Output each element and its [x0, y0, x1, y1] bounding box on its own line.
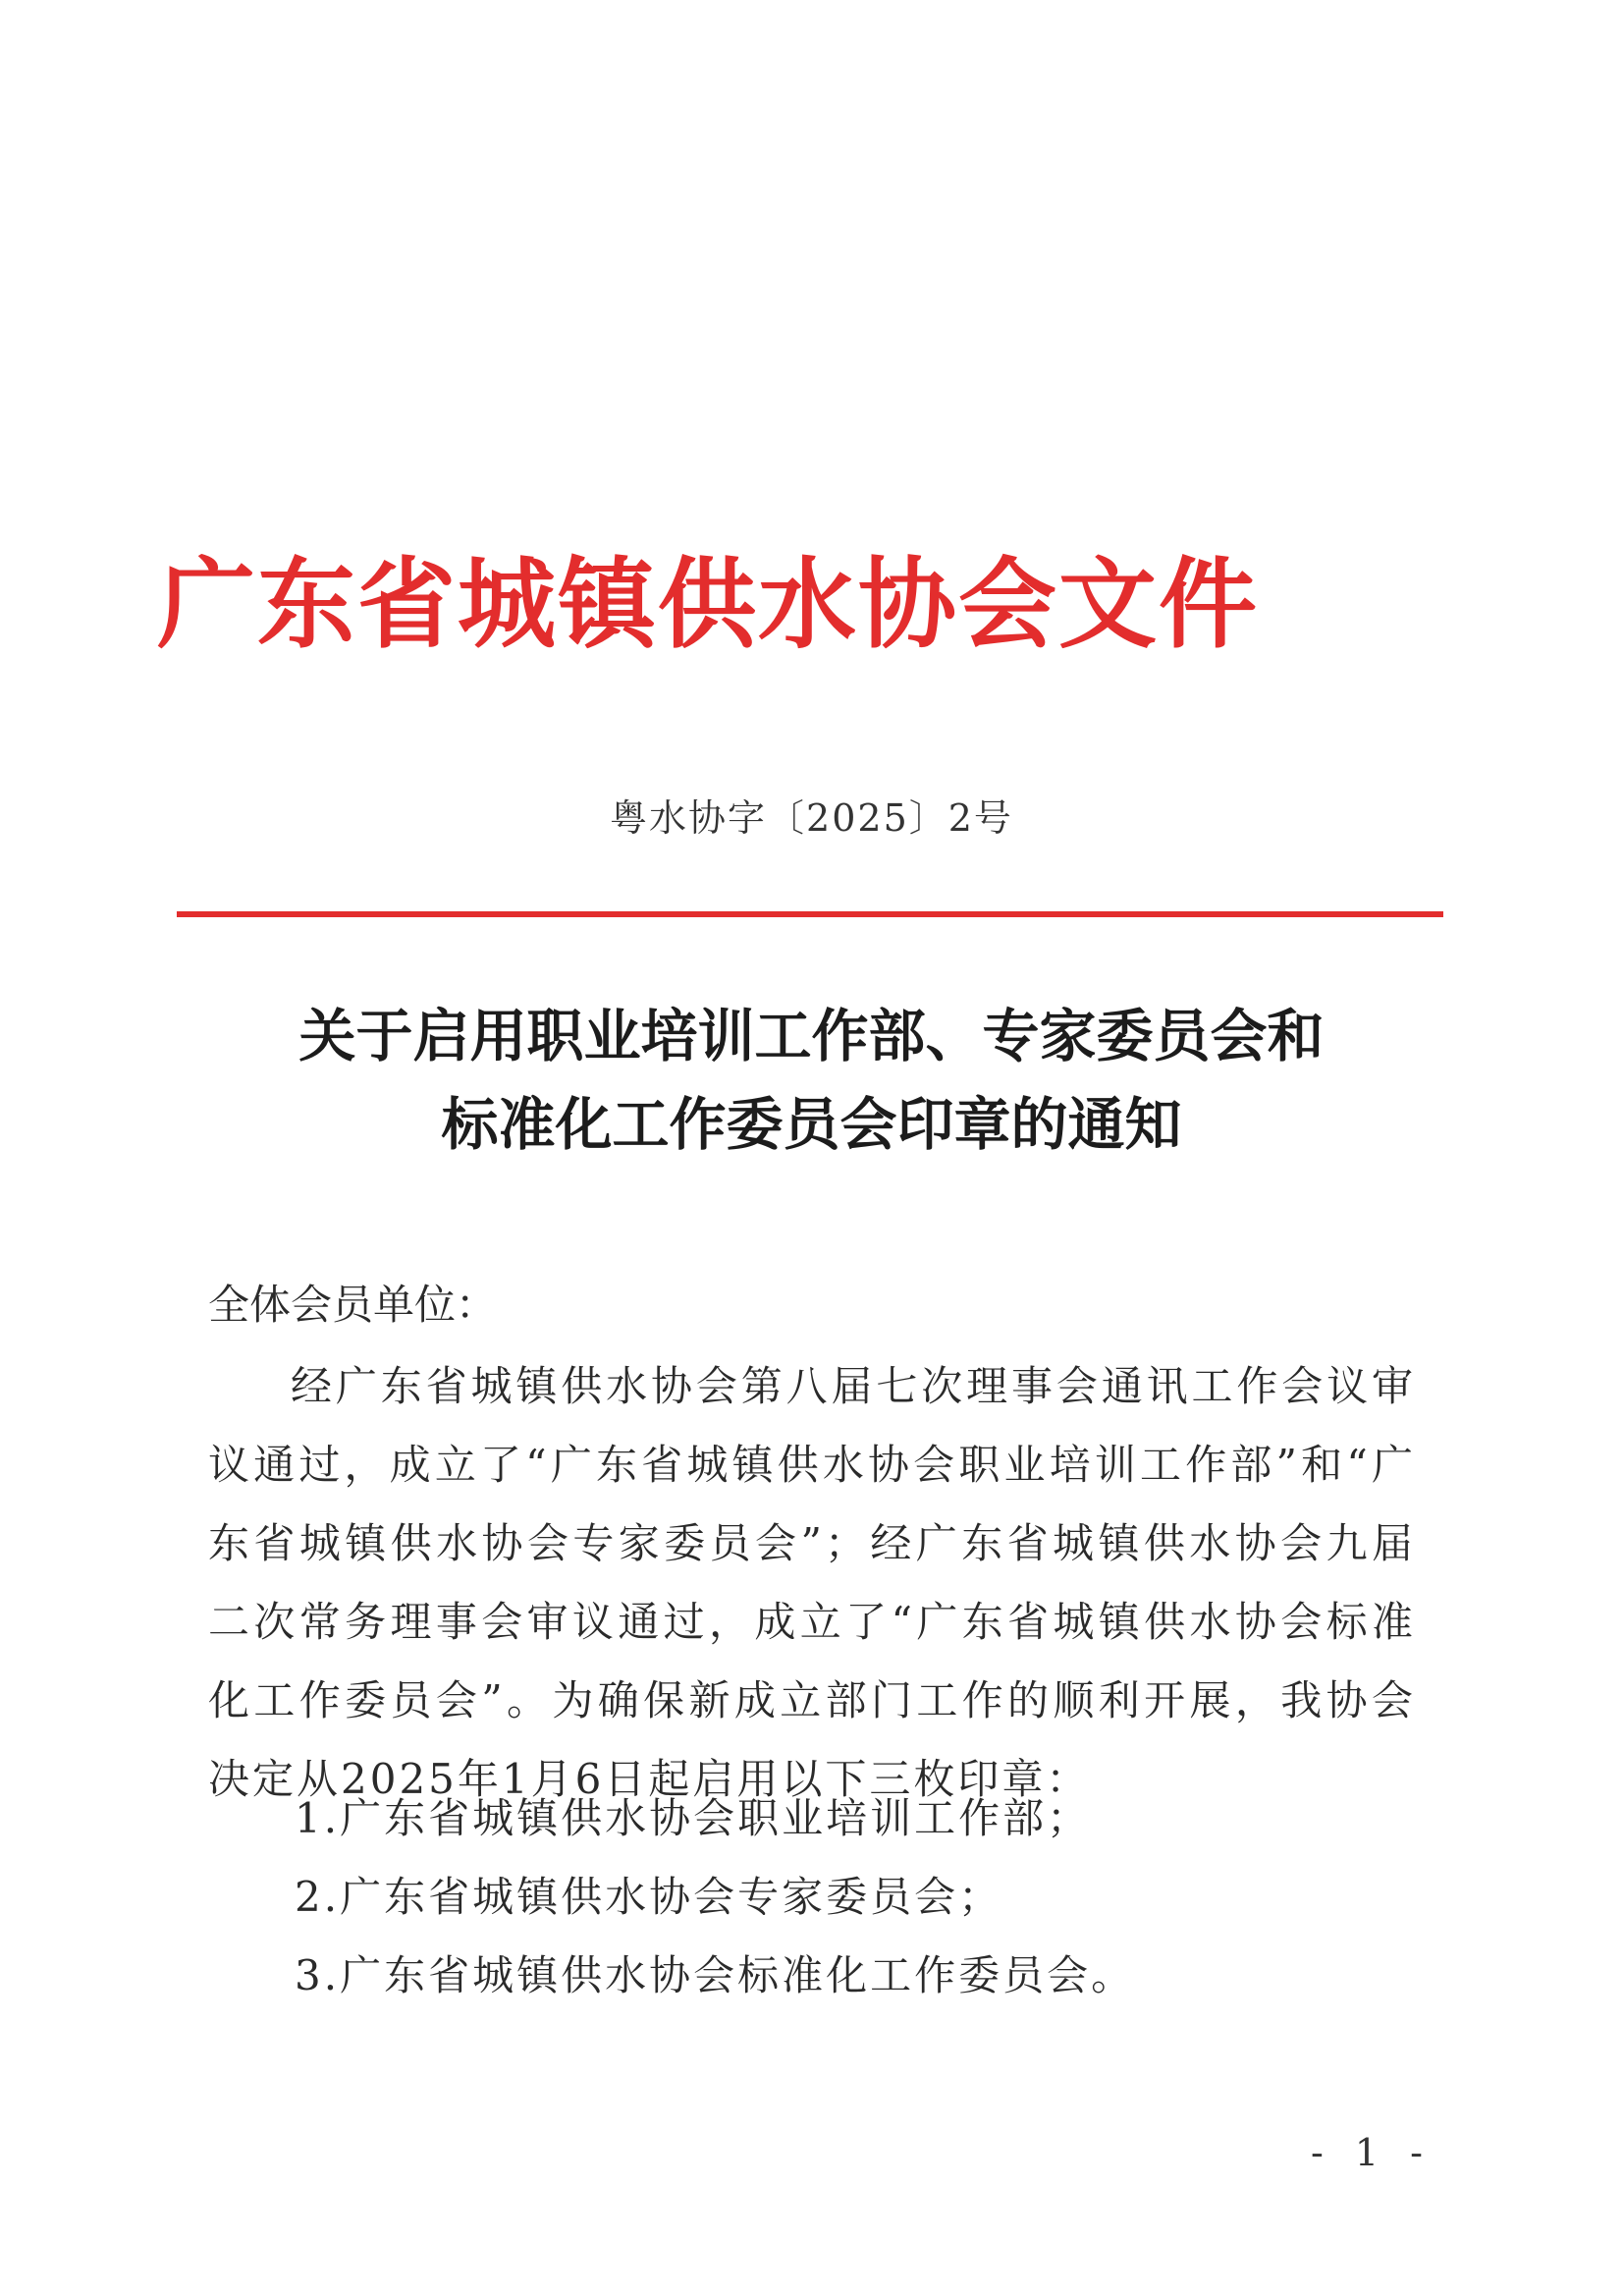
masthead-title: 广东省城镇供水协会文件 — [157, 546, 1259, 662]
list-item: 3.广东省城镇供水协会标准化工作委员会。 — [295, 1951, 1136, 1999]
paragraph-line: 化工作委员会”。为确保新成立部门工作的顺利开展，我协会 — [208, 1676, 1416, 1724]
paragraph-line: 议通过，成立了“广东省城镇供水协会职业培训工作部”和“广 — [208, 1441, 1416, 1489]
paragraph-line: 东省城镇供水协会专家委员会”；经广东省城镇供水协会九届 — [208, 1519, 1416, 1567]
body-paragraph — [208, 1347, 1416, 1819]
paragraph-line: 决定从2025年1月6日起启用以下三枚印章： — [208, 1755, 1091, 1803]
page-number: - 1 - — [1311, 2131, 1434, 2174]
list-item: 2.广东省城镇供水协会专家委员会； — [295, 1873, 1003, 1921]
document-number: 粤水协字〔2025〕2号 — [610, 796, 1013, 840]
salutation: 全体会员单位： — [208, 1281, 498, 1329]
paragraph-line: 二次常务理事会审议通过，成立了“广东省城镇供水协会标准 — [208, 1598, 1416, 1646]
seal-list — [295, 1779, 1135, 2015]
paragraph-line: 经广东省城镇供水协会第八届七次理事会通讯工作会议审 — [291, 1362, 1416, 1410]
notice-title-line-2: 标准化工作委员会印章的通知 — [441, 1091, 1182, 1158]
red-divider-line — [177, 911, 1443, 917]
notice-title — [0, 992, 1623, 1169]
list-item: 1.广东省城镇供水协会职业培训工作部； — [295, 1794, 1092, 1842]
notice-title-line-1: 关于启用职业培训工作部、专家委员会和 — [298, 1003, 1325, 1069]
